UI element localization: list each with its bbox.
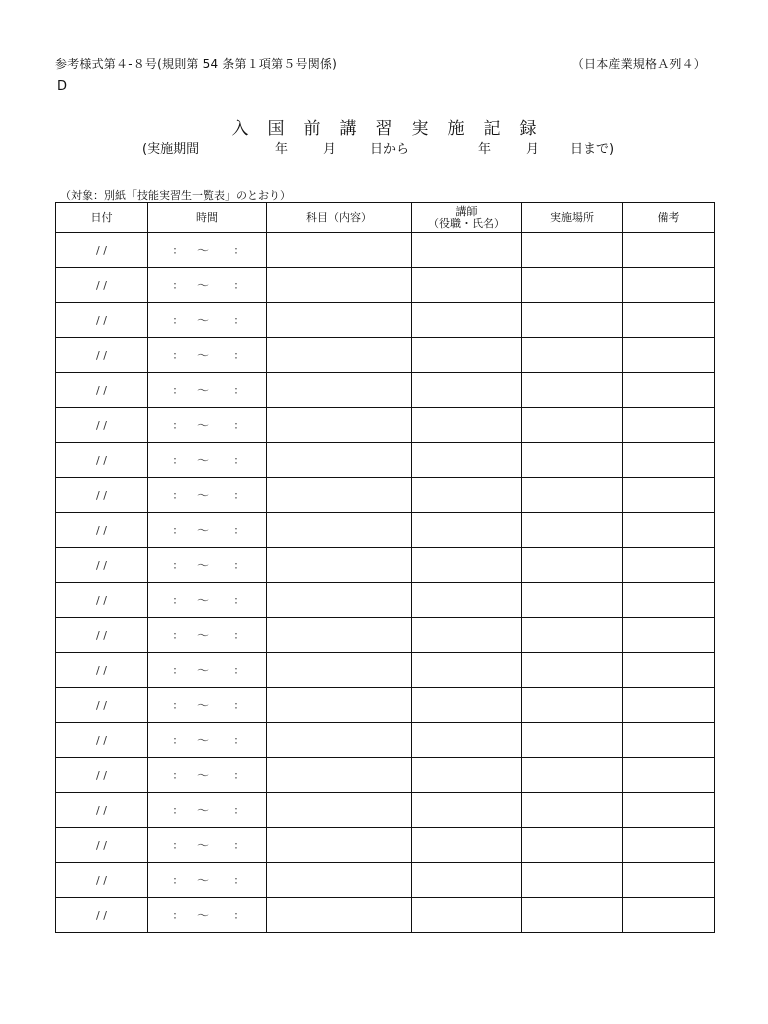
time-start-colon: : [173,243,177,257]
time-end-colon: : [234,383,238,397]
time-start-colon: : [173,803,177,817]
time-range-tilde: ～ [196,383,210,398]
time-range-tilde: ～ [196,453,210,468]
location-cell[interactable] [522,303,623,338]
time-cell[interactable] [148,233,267,268]
time-cell[interactable] [148,583,267,618]
date-cell[interactable]: / / [56,373,148,408]
date-cell[interactable]: / / [56,443,148,478]
table-body [56,233,715,933]
table-row [56,338,715,373]
location-cell[interactable] [522,618,623,653]
time-range-tilde: ～ [196,663,210,678]
time-cell[interactable] [148,758,267,793]
table-row [56,898,715,933]
instructor-cell[interactable] [412,443,522,478]
time-range-tilde: ～ [196,313,210,328]
table-row [56,828,715,863]
subject-cell[interactable] [267,828,412,863]
time-range-tilde: ～ [196,278,210,293]
time-cell[interactable] [148,268,267,303]
period-month-start: 月 [323,142,337,157]
implementation-period [142,138,642,158]
table-row [56,443,715,478]
table-row [56,233,715,268]
table-row [56,618,715,653]
time-cell[interactable] [148,863,267,898]
paper-size-note: （日本産業規格Ａ列４） [571,57,706,71]
subject-cell[interactable] [267,443,412,478]
remarks-cell[interactable] [623,898,715,933]
time-range-tilde: ～ [196,908,210,923]
date-cell[interactable]: / / [56,618,148,653]
time-range-tilde: ～ [196,558,210,573]
subject-cell[interactable] [267,583,412,618]
time-range-tilde: ～ [196,768,210,783]
time-range-tilde: ～ [196,628,210,643]
time-range-tilde: ～ [196,523,210,538]
remarks-cell[interactable] [623,513,715,548]
table-row [56,653,715,688]
instructor-cell[interactable] [412,478,522,513]
table-row [56,268,715,303]
time-end-colon: : [234,768,238,782]
date-cell[interactable]: / / [56,828,148,863]
location-cell[interactable] [522,723,623,758]
instructor-cell[interactable] [412,373,522,408]
column-header-location: 実施場所 [522,203,623,233]
location-cell[interactable] [522,828,623,863]
instructor-cell[interactable] [412,688,522,723]
column-header-remarks: 備考 [623,203,715,233]
instructor-cell[interactable] [412,513,522,548]
instructor-cell[interactable] [412,303,522,338]
remarks-cell[interactable] [623,688,715,723]
location-cell[interactable] [522,758,623,793]
instructor-sublabel: （役職・氏名） [428,216,505,230]
subject-cell[interactable] [267,338,412,373]
time-cell[interactable] [148,828,267,863]
date-cell[interactable]: / / [56,303,148,338]
instructor-label: 講師 [455,204,478,218]
instructor-cell[interactable] [412,408,522,443]
time-cell[interactable] [148,548,267,583]
instructor-cell[interactable] [412,548,522,583]
table-row [56,373,715,408]
time-end-colon: : [234,733,238,747]
time-range-tilde: ～ [196,698,210,713]
location-cell[interactable] [522,863,623,898]
subject-cell[interactable] [267,618,412,653]
table-row [56,758,715,793]
time-end-colon: : [234,908,238,922]
reference-form-number: 参考様式第４-８号(規則第 54 条第１項第５号関係) [55,57,337,71]
date-cell[interactable]: / / [56,583,148,618]
time-start-colon: : [173,628,177,642]
table-row [56,793,715,828]
time-start-colon: : [173,593,177,607]
table-row [56,478,715,513]
instructor-cell[interactable] [412,828,522,863]
time-range-tilde: ～ [196,488,210,503]
column-header-subject: 科目（内容） [267,203,412,233]
remarks-cell[interactable] [623,723,715,758]
time-range-tilde: ～ [196,418,210,433]
column-header-date: 日付 [56,203,148,233]
subject-cell[interactable] [267,268,412,303]
time-end-colon: : [234,243,238,257]
remarks-cell[interactable] [623,618,715,653]
subject-cell[interactable] [267,373,412,408]
time-start-colon: : [173,348,177,362]
remarks-cell[interactable] [623,443,715,478]
subject-cell[interactable] [267,723,412,758]
date-cell[interactable]: / / [56,268,148,303]
time-cell[interactable] [148,618,267,653]
time-cell[interactable] [148,478,267,513]
remarks-cell[interactable] [623,303,715,338]
time-start-colon: : [173,418,177,432]
time-start-colon: : [173,698,177,712]
time-end-colon: : [234,698,238,712]
location-cell[interactable] [522,583,623,618]
time-start-colon: : [173,768,177,782]
remarks-cell[interactable] [623,793,715,828]
date-cell[interactable]: / / [56,723,148,758]
location-cell[interactable] [522,478,623,513]
time-end-colon: : [234,838,238,852]
time-end-colon: : [234,278,238,292]
time-start-colon: : [173,908,177,922]
time-start-colon: : [173,558,177,572]
location-cell[interactable] [522,408,623,443]
time-end-colon: : [234,873,238,887]
table-row [56,723,715,758]
subject-cell[interactable] [267,793,412,828]
time-range-tilde: ～ [196,838,210,853]
table-row [56,583,715,618]
date-cell[interactable]: / / [56,863,148,898]
subject-cell[interactable] [267,653,412,688]
time-cell[interactable] [148,408,267,443]
instructor-cell[interactable] [412,618,522,653]
location-cell[interactable] [522,548,623,583]
time-start-colon: : [173,278,177,292]
period-open: (実施期間 [142,142,200,157]
time-cell[interactable] [148,898,267,933]
column-header-time: 時間 [148,203,267,233]
remarks-cell[interactable] [623,233,715,268]
location-cell[interactable] [522,793,623,828]
location-cell[interactable] [522,233,623,268]
table-header-row [56,203,715,233]
time-cell[interactable] [148,303,267,338]
remarks-cell[interactable] [623,373,715,408]
time-cell[interactable] [148,653,267,688]
instructor-cell[interactable] [412,653,522,688]
instructor-cell[interactable] [412,233,522,268]
location-cell[interactable] [522,373,623,408]
time-end-colon: : [234,628,238,642]
date-cell[interactable]: / / [56,513,148,548]
subject-cell[interactable] [267,408,412,443]
remarks-cell[interactable] [623,408,715,443]
time-range-tilde: ～ [196,733,210,748]
time-range-tilde: ～ [196,803,210,818]
time-range-tilde: ～ [196,873,210,888]
time-range-tilde: ～ [196,593,210,608]
location-cell[interactable] [522,688,623,723]
time-start-colon: : [173,733,177,747]
table-row [56,863,715,898]
time-cell[interactable] [148,793,267,828]
instructor-cell[interactable] [412,793,522,828]
date-cell[interactable]: / / [56,758,148,793]
subject-cell[interactable] [267,303,412,338]
instructor-cell[interactable] [412,583,522,618]
time-start-colon: : [173,838,177,852]
time-end-colon: : [234,418,238,432]
date-cell[interactable]: / / [56,898,148,933]
period-from: 日から [370,142,410,157]
time-range-tilde: ～ [196,348,210,363]
time-start-colon: : [173,873,177,887]
time-start-colon: : [173,663,177,677]
time-start-colon: : [173,488,177,502]
date-cell[interactable]: / / [56,233,148,268]
date-cell[interactable]: / / [56,478,148,513]
column-header-instructor [412,203,522,233]
instructor-cell[interactable] [412,338,522,373]
period-until: 日まで) [570,142,615,157]
subject-cell[interactable] [267,548,412,583]
remarks-cell[interactable] [623,653,715,688]
remarks-cell[interactable] [623,338,715,373]
time-end-colon: : [234,803,238,817]
date-cell[interactable]: / / [56,548,148,583]
period-month-end: 月 [526,142,540,157]
time-end-colon: : [234,348,238,362]
subject-cell[interactable] [267,758,412,793]
date-cell[interactable]: / / [56,408,148,443]
instructor-cell[interactable] [412,758,522,793]
subject-cell[interactable] [267,513,412,548]
remarks-cell[interactable] [623,583,715,618]
table-row [56,513,715,548]
time-end-colon: : [234,453,238,467]
time-range-tilde: ～ [196,243,210,258]
remarks-cell[interactable] [623,758,715,793]
time-start-colon: : [173,383,177,397]
table-row [56,303,715,338]
time-end-colon: : [234,313,238,327]
time-cell[interactable] [148,688,267,723]
date-cell[interactable]: / / [56,793,148,828]
date-cell[interactable]: / / [56,338,148,373]
time-cell[interactable] [148,513,267,548]
period-year-start: 年 [275,142,289,157]
time-start-colon: : [173,313,177,327]
location-cell[interactable] [522,513,623,548]
time-cell[interactable] [148,443,267,478]
location-cell[interactable] [522,338,623,373]
period-year-end: 年 [478,142,492,157]
target-note: （対象：別紙「技能実習生一覧表」のとおり） [60,189,291,202]
page-title: 入国前講習実施記録 [231,119,556,139]
time-end-colon: : [234,558,238,572]
instructor-cell[interactable] [412,898,522,933]
time-end-colon: : [234,593,238,607]
form-letter: D [57,79,68,94]
subject-cell[interactable] [267,478,412,513]
subject-cell[interactable] [267,688,412,723]
remarks-cell[interactable] [623,548,715,583]
instructor-cell[interactable] [412,723,522,758]
location-cell[interactable] [522,898,623,933]
table-row [56,688,715,723]
remarks-cell[interactable] [623,268,715,303]
remarks-cell[interactable] [623,828,715,863]
subject-cell[interactable] [267,863,412,898]
remarks-cell[interactable] [623,478,715,513]
remarks-cell[interactable] [623,863,715,898]
time-cell[interactable] [148,373,267,408]
location-cell[interactable] [522,268,623,303]
subject-cell[interactable] [267,233,412,268]
time-cell[interactable] [148,338,267,373]
time-end-colon: : [234,488,238,502]
time-end-colon: : [234,663,238,677]
time-cell[interactable] [148,723,267,758]
subject-cell[interactable] [267,898,412,933]
table-row [56,548,715,583]
time-end-colon: : [234,523,238,537]
location-cell[interactable] [522,653,623,688]
instructor-cell[interactable] [412,863,522,898]
date-cell[interactable]: / / [56,688,148,723]
date-cell[interactable]: / / [56,653,148,688]
location-cell[interactable] [522,443,623,478]
record-table [55,202,715,933]
instructor-cell[interactable] [412,268,522,303]
time-start-colon: : [173,523,177,537]
time-start-colon: : [173,453,177,467]
table-row [56,408,715,443]
